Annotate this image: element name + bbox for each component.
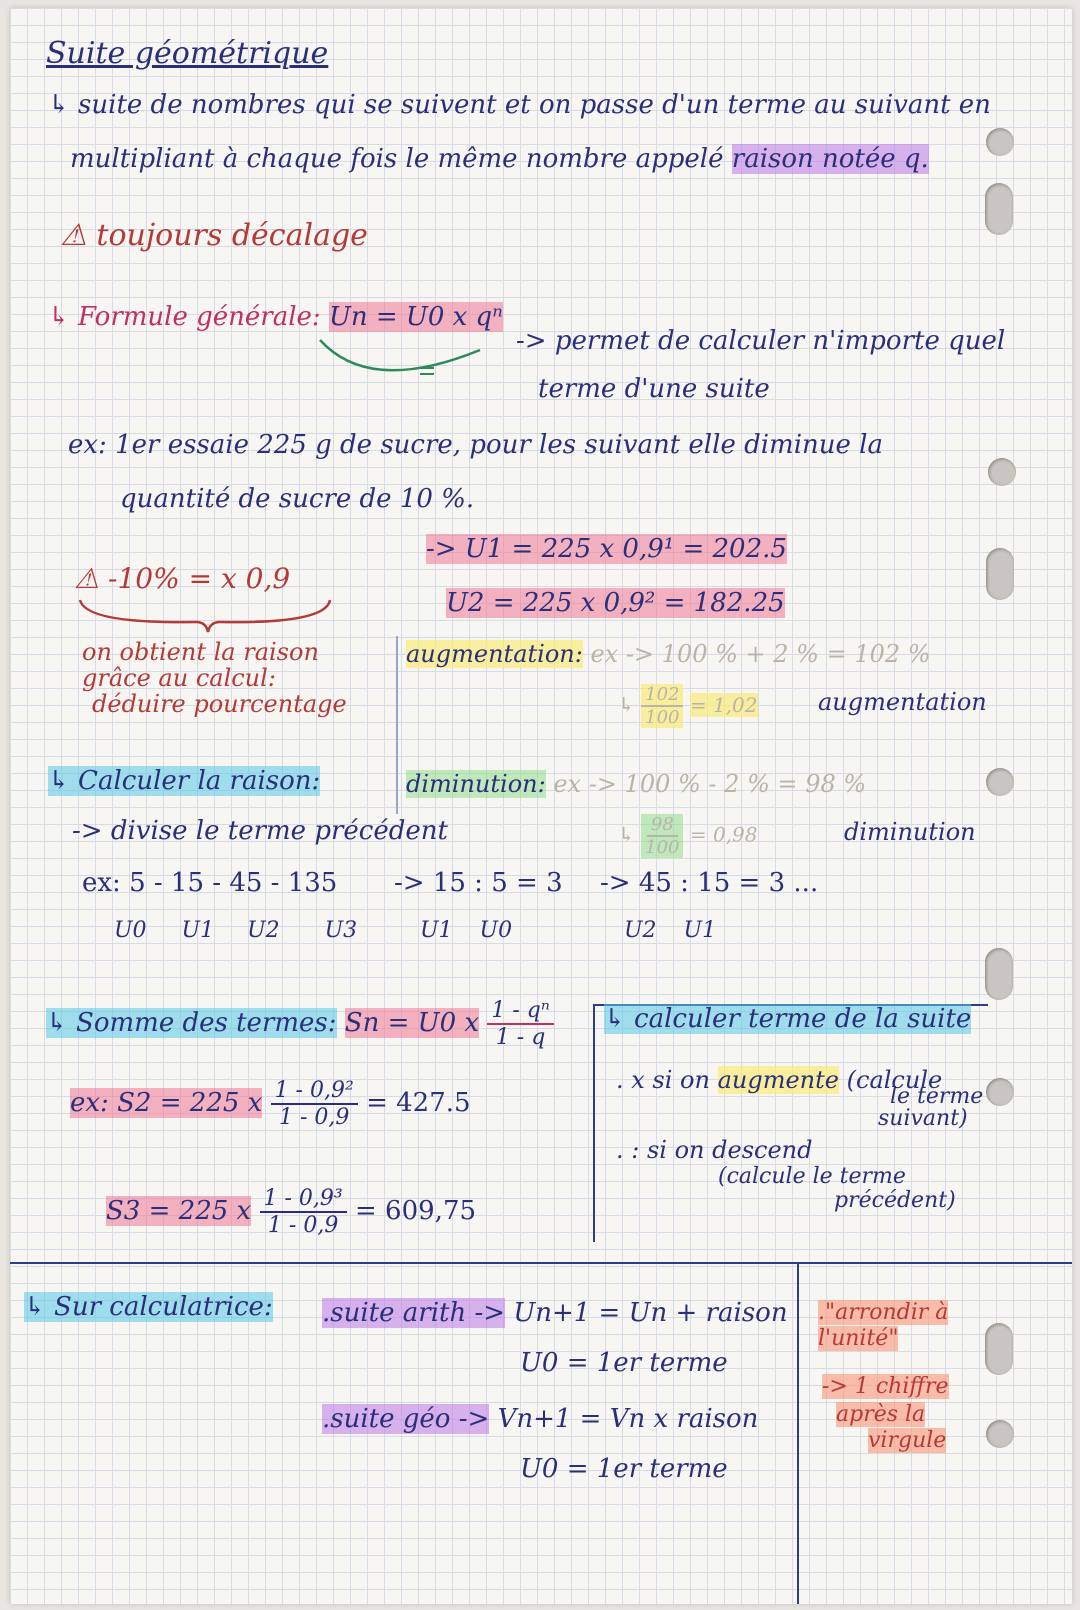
chiffre-note-2 <box>836 1402 925 1427</box>
diminution-frac: ↳ $\frac{98}{100}$ = 0,98 <box>618 814 758 858</box>
s3-result: = 609,75 <box>355 1196 477 1226</box>
div1-u0: U0 <box>479 918 513 943</box>
definition-text: multipliant à chaque fois le même nombre appelé <box>70 144 724 174</box>
box-l1-augmente: augmente <box>717 1066 839 1094</box>
divise-note: -> divise le terme précédent <box>72 816 448 846</box>
chiffre-3: virgule <box>868 1428 947 1453</box>
u2-value: U2 = 225 x 0,9² = 182.25 <box>446 588 785 618</box>
arrondir-2: l'unité" <box>818 1326 899 1351</box>
chiffre-note-3 <box>868 1428 946 1453</box>
s2-label: ex: S2 = 225 x <box>70 1088 263 1118</box>
chiffre-note <box>822 1374 949 1399</box>
somme-line <box>46 998 554 1050</box>
div1-u1: U1 <box>420 918 453 943</box>
diminution-example: ex -> 100 % - 2 % = 98 % <box>553 770 867 798</box>
box-title-text: ↳ calculer terme de la suite <box>604 1004 972 1034</box>
calc-raison-label: ↳ Calculer la raison: <box>48 766 321 796</box>
binder-hole <box>986 1420 1014 1448</box>
formule-note: -> permet de calculer n'importe quel <box>516 326 1006 356</box>
geo-formule: Vn+1 = Vn x raison <box>497 1404 759 1434</box>
box-title <box>604 1004 971 1034</box>
formule-generale: Un = U0 x qⁿ <box>328 302 503 332</box>
s3-label: S3 = 225 x <box>106 1196 252 1226</box>
page-title: Suite géométrique <box>46 36 329 71</box>
arrondir-note <box>818 1300 948 1325</box>
s3-numerator: 1 - 0,9³ <box>260 1186 347 1213</box>
augmentation-example: ex -> 100 % + 2 % = 102 % <box>590 640 931 668</box>
box-line-2-c: précédent) <box>834 1188 956 1213</box>
raison-highlight: raison notée q. <box>731 144 929 174</box>
example-line: ex: 1er essaie 225 g de sucre, pour les suivant elle diminue la <box>68 430 883 460</box>
binder-hole <box>985 183 1013 235</box>
example-line: quantité de sucre de 10 %. <box>120 484 475 514</box>
somme-formule: Sn = U0 x <box>344 1008 480 1038</box>
box-line-1-d: le terme <box>890 1084 984 1109</box>
seq-u3: U3 <box>324 918 358 943</box>
division-1-index <box>420 918 512 943</box>
geo-label: .suite géo -> <box>322 1404 490 1434</box>
raison-note: on obtient la raison <box>82 638 319 666</box>
arrondir-1: ."arrondir à <box>818 1300 949 1325</box>
s3-denominator: 1 - 0,9 <box>267 1213 339 1238</box>
sequence-example: ex: 5 - 15 - 45 - 135 <box>82 868 338 898</box>
division-2-index <box>624 918 716 943</box>
box-line-1-e: suivant) <box>878 1106 968 1131</box>
warning-decalage: ⚠ toujours décalage <box>60 218 368 253</box>
binder-hole <box>985 948 1013 1000</box>
div2-u1: U1 <box>683 918 717 943</box>
seq-u0: U0 <box>114 918 147 943</box>
section-divider <box>10 1262 1072 1264</box>
box-line-2 <box>616 1136 812 1164</box>
arith-formule: Un+1 = Un + raison <box>513 1298 788 1328</box>
formule-note: terme d'une suite <box>538 374 770 404</box>
chiffre-2: après la <box>836 1402 926 1427</box>
notebook-page <box>10 8 1072 1604</box>
division-1: -> 15 : 5 = 3 <box>394 868 563 898</box>
box-line-2-b: (calcule le terme <box>718 1164 906 1189</box>
arith-line <box>322 1298 788 1328</box>
binder-hole <box>986 548 1014 600</box>
calculatrice-line <box>24 1292 273 1322</box>
binder-hole <box>988 458 1016 486</box>
diminution-denominator: 100 <box>645 837 680 858</box>
diminution-line <box>406 770 866 798</box>
definition-line <box>70 144 929 174</box>
diminution-result: = 0,98 <box>689 822 758 847</box>
box-border-left <box>593 1004 595 1242</box>
augmentation-denominator: 100 <box>645 707 680 728</box>
chiffre-1: -> 1 chiffre <box>822 1374 949 1399</box>
definition-line: ↳ suite de nombres qui se suivent et on passe d'un terme au suivant en <box>48 90 991 120</box>
sequence-index <box>114 918 357 943</box>
division-2: -> 45 : 15 = 3 ... <box>600 868 819 898</box>
binder-hole <box>986 768 1014 796</box>
geo-u0: U0 = 1er terme <box>520 1454 728 1484</box>
diminution-label: diminution: <box>406 770 546 798</box>
raison-note: déduire pourcentage <box>92 690 347 718</box>
diminution-word: diminution <box>844 818 976 846</box>
s3-calc <box>106 1186 476 1238</box>
augmentation-label: augmentation: <box>406 640 583 668</box>
formule-brace <box>310 320 490 380</box>
section-divider-vertical <box>797 1262 799 1604</box>
separator <box>396 636 398 814</box>
s2-denominator: 1 - 0,9 <box>278 1105 350 1130</box>
seq-u2: U2 <box>247 918 280 943</box>
binder-hole <box>986 1078 1014 1106</box>
arith-label: .suite arith -> <box>322 1298 506 1328</box>
seq-u1: U1 <box>181 918 215 943</box>
percent-brace <box>76 596 336 636</box>
box-l1-a: . x si on <box>616 1066 710 1094</box>
binder-hole <box>985 1323 1013 1375</box>
augmentation-result: = 1,02 <box>689 692 758 717</box>
raison-note: grâce au calcul: <box>82 664 276 692</box>
binder-hole <box>986 128 1014 156</box>
percent-note <box>74 562 290 595</box>
s2-result: = 427.5 <box>366 1088 471 1118</box>
diminution-numerator: 98 <box>647 814 678 837</box>
s2-calc <box>70 1078 471 1130</box>
box-l1-c: (calcule <box>846 1066 943 1094</box>
calculatrice-label: ↳ Sur calculatrice: <box>24 1292 273 1322</box>
arrondir-note-2 <box>818 1326 898 1351</box>
augmentation-frac: ↳ $\frac{102}{100}$ = 1,02 <box>618 684 758 728</box>
arith-u0: U0 = 1er terme <box>520 1348 728 1378</box>
u1-calc <box>426 534 787 564</box>
s2-numerator: 1 - 0,9² <box>271 1078 358 1105</box>
percent-value: ⚠ -10% = x 0,9 <box>74 562 291 595</box>
somme-denominator: 1 - q <box>495 1025 546 1050</box>
augmentation-line <box>406 640 931 668</box>
u1-value: -> U1 = 225 x 0,9¹ = 202.5 <box>426 534 787 564</box>
u2-calc <box>446 588 785 618</box>
div2-u2: U2 <box>624 918 657 943</box>
augmentation-numerator: 102 <box>641 684 683 707</box>
somme-numerator: 1 - qⁿ <box>487 998 553 1025</box>
calc-raison-line <box>48 766 320 796</box>
augmentation-word: augmentation <box>818 688 987 716</box>
geo-line <box>322 1404 758 1434</box>
formule-label: ↳ Formule générale: <box>48 302 321 332</box>
somme-label: ↳ Somme des termes: <box>46 1008 337 1038</box>
box-l2-a: . : si on descend <box>616 1136 813 1164</box>
